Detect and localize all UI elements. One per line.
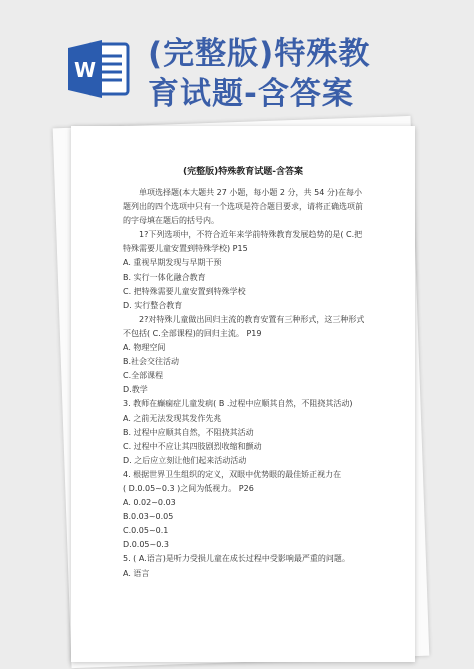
svg-text:W: W	[73, 58, 97, 82]
document-line: C. 过程中不应让其四肢剧烈收缩和颤动	[123, 441, 262, 451]
document-line: 1?下列选项中，不符合近年来学前特殊教育发展趋势的是( C.把	[139, 230, 363, 240]
document-line: D. 之后应立刻让他们起来活动活动	[123, 455, 247, 465]
document-line: D.0.05~0.3	[123, 540, 169, 550]
banner	[0, 0, 474, 128]
document-line: ( D.0.05~0.3 )之间为低视力。 P26	[123, 483, 254, 493]
banner-title-line2: 育试题-含答案	[148, 76, 354, 112]
document-line: 不包括( C.全部课程)的回归主流。 P19	[123, 328, 262, 338]
document-page	[71, 126, 415, 662]
document-title: (完整版)特殊教育试题-含答案	[183, 167, 303, 177]
document-line: A. 重视早期发现与早期干预	[123, 258, 222, 268]
document-line: 2?对特殊儿童做出回归主流的教育安置有三种形式，这三种形式	[139, 314, 365, 324]
banner-title	[148, 34, 458, 114]
document-line: A. 0.02~0.03	[123, 498, 176, 508]
document-line: 5. ( A.语言)是听力受损儿童在成长过程中受影响最严重的问题。	[123, 554, 350, 564]
document-line: C. 把特殊需要儿童安置到特殊学校	[123, 286, 246, 296]
document-line: 单项选择题(本大题共 27 小题，每小题 2 分，共 54 分)在每小	[139, 188, 362, 197]
word-icon	[66, 36, 132, 102]
banner-title-line1: (完整版)特殊教	[148, 36, 371, 72]
document-body	[123, 186, 381, 581]
document-line: B. 实行一体化融合教育	[123, 272, 206, 282]
document-line: C.0.05~0.1	[123, 526, 169, 536]
document-line: A. 物理空间	[123, 343, 166, 353]
document-line: B. 过程中应顺其自然，不阻挠其活动	[123, 427, 254, 437]
document-line: 特殊需要儿童安置到特殊学校) P15	[123, 244, 248, 254]
document-line: 4. 根据世界卫生组织的定义，双眼中优势眼的最佳矫正视力在	[123, 469, 342, 479]
document-line: 3. 教师在癫痫症儿童发病( B .过程中应顺其自然，不阻挠其活动)	[123, 399, 353, 409]
document-line: D. 实行整合教育	[123, 300, 183, 310]
document-line: 的字母填在题后的括号内。	[123, 216, 219, 226]
document-line: D.教学	[123, 385, 148, 395]
document-line: B.社会交往活动	[123, 357, 180, 367]
document-line: B.0.03~0.05	[123, 512, 174, 522]
document-line: A. 语言	[123, 568, 150, 578]
document-line: 题列出的四个选项中只有一个选项是符合题目要求，请将正确选项前	[123, 202, 363, 212]
document-line: C.全部课程	[123, 371, 164, 381]
document-line: A. 之前无法发现其发作先兆	[123, 413, 222, 423]
